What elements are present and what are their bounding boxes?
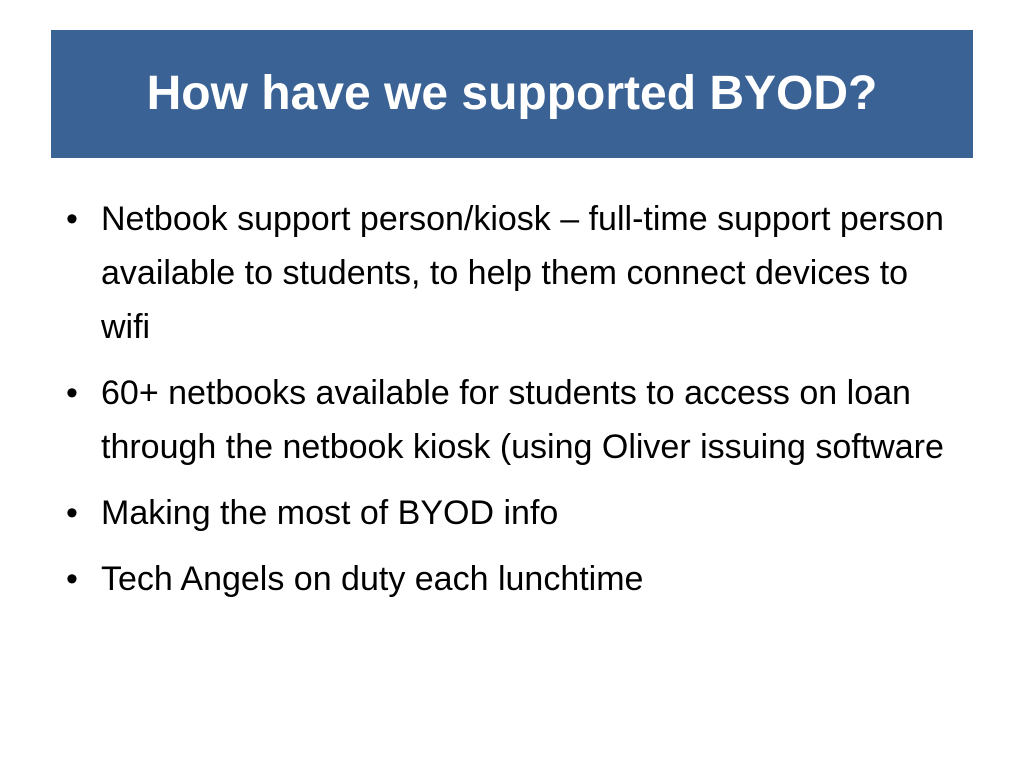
bullet-text: Netbook support person/kiosk – full-time support person available to students, to help them connect devices to wifi — [101, 200, 944, 346]
bullet-dot-icon: • — [66, 374, 78, 412]
bullet-dot-icon: • — [66, 560, 78, 598]
bullet-item — [58, 366, 958, 474]
bullet-text: Tech Angels on duty each lunchtime — [101, 560, 644, 598]
bullet-list — [58, 192, 958, 618]
bullet-text: Making the most of BYOD info — [101, 494, 559, 532]
bullet-dot-icon: • — [66, 494, 78, 532]
bullet-item — [58, 192, 958, 354]
bullet-text: 60+ netbooks available for students to access on loan through the netbook kiosk (using Oliver issuing software — [101, 374, 944, 466]
bullet-dot-icon: • — [66, 200, 78, 238]
bullet-item — [58, 552, 958, 606]
bullet-item — [58, 486, 958, 540]
slide-title: How have we supported BYOD? — [146, 66, 878, 120]
title-bar — [51, 30, 973, 158]
